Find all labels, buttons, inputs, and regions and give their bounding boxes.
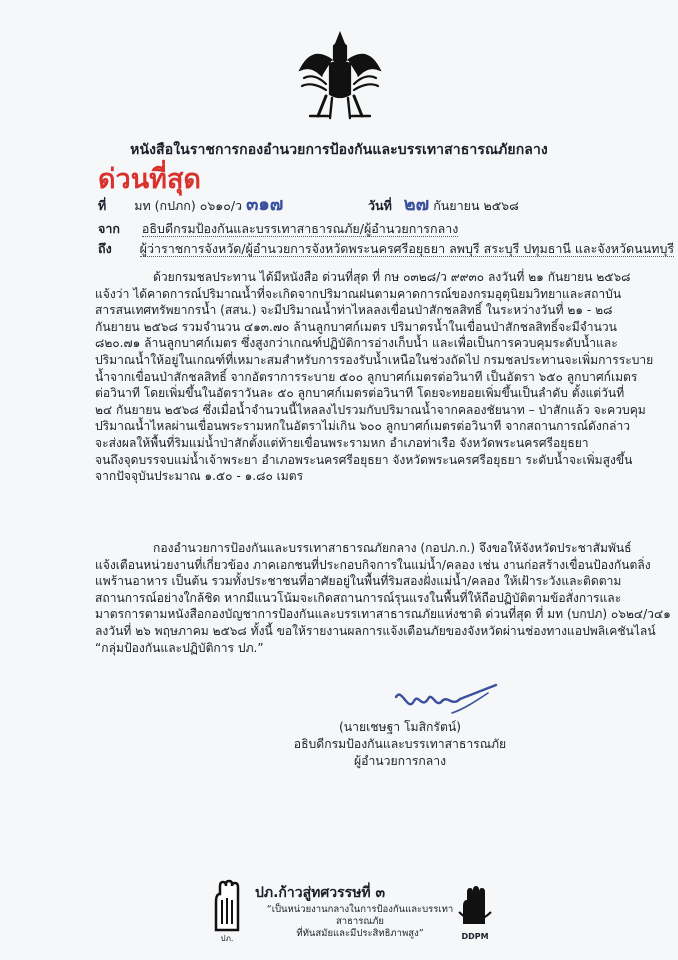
footer-motto-line: “เป็นหน่วยงานกลางในการป้องกันและบรรเทาสาธารณภัย [266, 904, 454, 927]
date-label: วันที่ [368, 198, 392, 213]
ddpm-emblem-icon [455, 884, 495, 928]
body-line: ด้วยกรมชลประทาน ได้มีหนังสือ ด่วนที่สุด ที่ กษ ๐๓๒๘/ว ๙๙๓๐ ลงวันที่ ๒๑ กันยายน ๒๕๖๘ [153, 270, 631, 284]
ref-label: ที่ [98, 198, 107, 213]
document-title: หนังสือในราชการกองอำนวยการป้องกันและบรรเทาสาธารณภัยกลาง [130, 142, 548, 158]
date-rest: กันยายน ๒๕๖๘ [433, 198, 519, 213]
body-line: จะส่งผลให้พื้นที่ริมแม่น้ำป่าสักตั้งแต่ท้ายเขื่อนพระรามหก อำเภอท่าเรือ จังหวัดพระนครศรีอยุธยา [95, 435, 589, 450]
from-label: จาก [98, 221, 120, 236]
body-line: แพร้านอาหาร เป็นต้น รวมทั้งประชาชนที่อาศัยอยู่ในพื้นที่ริมสองฝั่งแม่น้ำ/คลอง ให้เฝ้าระวังและติดตาม [95, 574, 622, 589]
footer [0, 880, 678, 950]
date-day-handwritten: ๒๗ [403, 194, 430, 215]
signature-block [280, 719, 520, 770]
signer-name: (นายเชษฐา โมสิกรัตน์) [339, 720, 461, 734]
body-line: แจ้งเตือนหน่วยงานที่เกี่ยวข้อง ภาคเอกชนที่ประกอบกิจการในแม่น้ำ/คลอง เช่น งานก่อสร้างเขื่อนป้องกันตลิ่ง [95, 557, 651, 572]
body-line: ๒๔ กันยายน ๒๕๖๘ ซึ่งเมื่อน้ำจำนวนนี้ไหลลงไปรวมกับปริมาณน้ำจากคลองชัยนาท – ป่าสักแล้ว จะควบคุม [95, 402, 646, 417]
body-line: ลงวันที่ ๒๖ พฤษภาคม ๒๕๖๘ ทั้งนี้ ขอให้รายงานผลการแจ้งเตือนภัยของจังหวัดผ่านช่องทางแอปพลิเคชันไลน์ [95, 623, 656, 638]
body-line: ต่อวินาที โดยเพิ่มขึ้นในอัตราวันละ ๕๐ ลูกบาศก์เมตรต่อวินาที โดยจะทยอยเพิ่มขึ้นเป็นลำดับ ตั้งแต่วันที่ [95, 386, 625, 401]
to-label: ถึง [98, 241, 112, 256]
body-line: กองอำนวยการป้องกันและบรรเทาสาธารณภัยกลาง (กอปภ.ก.) จึงขอให้จังหวัดประชาสัมพันธ์ [153, 541, 632, 555]
body-line: สารสนเทศทรัพยากรน้ำ (สสน.) จะมีปริมาณน้ำท่าไหลลงเขื่อนป่าสักชลสิทธิ์ ในระหว่างวันที่ ๒๑ - ๒๘ [95, 303, 613, 318]
body-line: แจ้งว่า ได้คาดการณ์ปริมาณน้ำที่จะเกิดจากปริมาณฝนตามคาดการณ์ของกรมอุตุนิยมวิทยาและสถาบัน [95, 286, 622, 301]
from-row [98, 221, 458, 237]
body-line: ปริมาณน้ำไหลผ่านเขื่อนพระรามหกในอัตราไม่เกิน ๖๐๐ ลูกบาศก์เมตรต่อวินาที จากสถานการณ์ดังกล่าว [95, 419, 631, 434]
handwritten-signature [392, 683, 502, 717]
ddpm-hand-logo-icon [210, 880, 244, 932]
garuda-emblem [296, 30, 384, 122]
ref-row [98, 194, 284, 215]
body-paragraph-2 [95, 540, 671, 656]
footer-motto-line: ที่ทันสมัยและมีประสิทธิภาพสูง” [296, 928, 424, 939]
ref-prefix: มท (กปภก) ๐๖๑๐/ว [134, 198, 243, 213]
urgency-stamp: ด่วนที่สุด [98, 164, 201, 195]
body-line: มาตรการตามหนังสือกองบัญชาการป้องกันและบรรเทาสาธารณภัยแห่งชาติ ด่วนที่สุด ที่ มท (บกปภ) ๐๖๒๔/ว๔๑ [95, 607, 671, 622]
left-logo-caption: ปภ. [220, 934, 234, 943]
body-line: ๘๒๐.๗๑ ล้านลูกบาศก์เมตร ซึ่งสูงกว่าเกณฑ์ปฏิบัติการอ่างเก็บน้ำ และเพื่อเป็นการควบคุมระดับน้ำและ [95, 336, 618, 351]
body-line: น้ำจากเขื่อนป่าสักชลสิทธิ์ จากอัตราการระบาย ๕๐๐ ลูกบาศก์เมตรต่อวินาที เป็นอัตรา ๖๕๐ ลูกบาศก์เมตร [95, 369, 638, 384]
signer-position: อธิบดีกรมป้องกันและบรรเทาสาธารณภัย [293, 737, 507, 751]
body-line: กันยายน ๒๕๖๘ รวมจำนวน ๔๑๓.๗๐ ล้านลูกบาศก์เมตร ปริมาตรน้ำในเขื่อนป่าสักชลสิทธิ์จะมีจำนวน [95, 319, 617, 334]
body-paragraph-1 [95, 269, 654, 485]
body-line: จนถึงจุดบรรจบแม่น้ำเจ้าพระยา อำเภอพระนครศรีอยุธยา จังหวัดพระนครศรีอยุธยา ระดับน้ำจะเพิ่มสูงขึ้น [95, 452, 633, 467]
signer-position-2: ผู้อำนวยการกลาง [353, 754, 447, 768]
footer-title: ปภ.ก้าวสู่ทศวรรษที่ ๓ [255, 885, 386, 901]
right-logo-caption: DDPM [461, 932, 489, 941]
body-line: ปริมาณน้ำให้อยู่ในเกณฑ์ที่เหมาะสมสำหรับการรองรับน้ำเหนือในช่วงถัดไป กรมชลประทานจะเพิ่มการระบาย [95, 352, 654, 367]
body-line: สถานการณ์อย่างใกล้ชิด หากมีแนวโน้มจะเกิดสถานการณ์รุนแรงในพื้นที่ให้ถือปฏิบัติตามข้อสั่งการและ [95, 590, 622, 605]
from-value: อธิบดีกรมป้องกันและบรรเทาสาธารณภัย/ผู้อำนวยการกลาง [141, 221, 459, 236]
date-row [368, 194, 519, 215]
to-row [98, 241, 674, 257]
body-line: “กลุ่มป้องกันและปฏิบัติการ ปภ.” [95, 640, 264, 655]
body-line: จากปัจจุบันประมาณ ๑.๕๐ - ๑.๘๐ เมตร [95, 469, 304, 484]
to-value: ผู้ว่าราชการจังหวัด/ผู้อำนวยการจังหวัดพระนครศรีอยุธยา ลพบุรี สระบุรี ปทุมธานี และจังหวัดนนทบุรี [139, 241, 675, 256]
footer-motto [255, 904, 465, 940]
ref-number-handwritten: ๓๑๗ [246, 194, 284, 215]
